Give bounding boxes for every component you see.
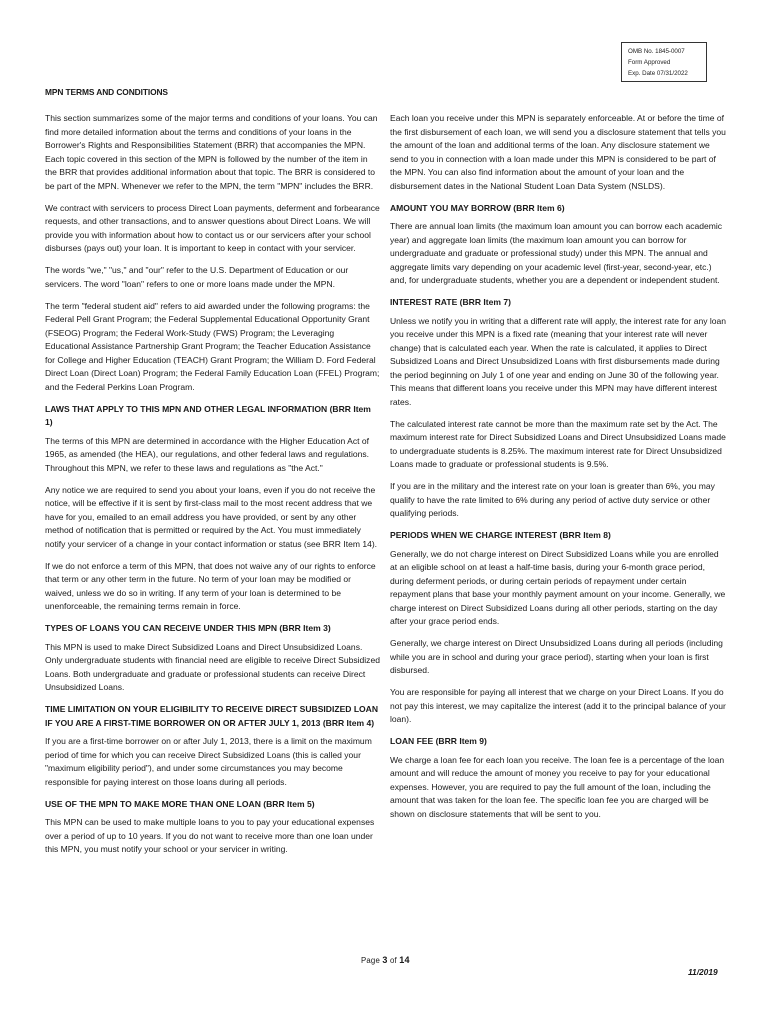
notice-paragraph: Any notice we are required to send you about your loans, even if you do not receive the notice, will be effective if it is sent by first-class mail to the most recent address that we have for you, emailed to an email address you have provided, or sent by any other method of notification that is permitted or required by the Act. You must immediately notify your servicer of a change in your contact information or status (see BRR Item 14). [45,484,378,549]
servicers-paragraph: We contract with servicers to process Direct Loan payments, deferment and forbearance requests, and other transactions, and to answer questions about Direct Loans. We will provide you with information about how to contact us or our servicers after your school disburses (pays out) your loan. It is important to keep in contact with your servicer. [45,202,380,253]
loan-fee-paragraph: We charge a loan fee for each loan you receive. The loan fee is a percentage of the loan amount and will reduce the amount of money you receive to pay for your educational expenses. However, you are required to pay the full amount of the loan, including the amount that was taken for the loan fee. The specific loan fee you are charged will be shown on disclosure statements that will be sent to you. [390,754,725,819]
military-rate-paragraph: If you are in the military and the interest rate on your loan is greater than 6%, you may qualify to have the rate limited to 6% during any period of active duty service or other qualifying periods. [390,481,715,518]
loan-fee-heading: LOAN FEE (BRR Item 9) [390,736,487,746]
time-limitation-heading: TIME LIMITATION ON YOUR ELIGIBILITY TO RECEIVE DIRECT SUBSIDIZED LOAN IF YOU ARE A FIRST-TIME BORROWER ON OR AFTER JULY 1, 2013 (BRR Item 4) [45,704,379,728]
definitions-paragraph: The words "we," "us," and "our" refer to the U.S. Department of Education or our servicers. The word "loan" refers to one or more loans made under the MPN. [45,265,349,289]
laws-heading: LAWS THAT APPLY TO THIS MPN AND OTHER LEGAL INFORMATION (BRR Item 1) [45,403,371,427]
time-limitation-paragraph: If you are a first-time borrower on or after July 1, 2013, there is a limit on the maximum period of time for which you can receive Direct Subsidized Loans (this is called your "maximum eligibility period"), and under some circumstances you may become responsible for paying interest on those loans during all periods. [45,736,372,787]
enforcement-paragraph: If we do not enforce a term of this MPN, that does not waive any of our rights to enforce that term or any other term in the future. No term of your loan may be modified or waived, unless we do so in writing. If any term of your loan is determined to be unenforceable, the remaining terms remain in force. [45,560,376,611]
multiple-loans-heading: USE OF THE MPN TO MAKE MORE THAN ONE LOAN (BRR Item 5) [45,798,315,809]
max-rate-paragraph: The calculated interest rate cannot be more than the maximum rate set by the Act. The maximum interest rate for Direct Subsidized Loans and Direct Unsubsidized Loans made to undergraduate students is 8.25%. The maximum interest rate for Direct Unsubsidized Loans made to graduate or professional students is 9.5%. [390,418,726,469]
omb-number: OMB No. 1845-0007 [628,48,685,55]
intro-paragraph: This section summarizes some of the major terms and conditions of your loans. You can find more detailed information about the terms and conditions of your loans in the Borrower's Rights and Responsibilities Statement (BRR) that accompanies the MPN. Each topic covered in this section of the MPN is followed by the number of the item in the BRR that provides additional information about that topic. The BRR is considered to be part of the MPN. Whenever we refer to the MPN, the term "MPN" includes the BRR. [45,113,378,191]
omb-info-box [621,42,707,82]
page-prefix: Page [361,956,383,965]
loan-types-paragraph: This MPN is used to make Direct Subsidized Loans and Direct Unsubsidized Loans. Only undergraduate students with financial need are eligible to receive Direct Subsidized Loans. Both undergraduate and graduate or professional students can receive Direct Unsubsidized Loans. [45,641,380,692]
page-number [361,955,410,965]
page-of: of [387,956,400,965]
page-title: MPN TERMS AND CONDITIONS [45,87,168,97]
right-column [390,112,727,830]
loan-limits-paragraph: There are annual loan limits (the maximum loan amount you can borrow each academic year) and aggregate loan limits (the maximum loan amount you can borrow for undergraduate and graduate or professional study) under this MPN. The annual and aggregate limits vary depending on your academic level (first-year, second-year, etc.) and, for undergraduate students, whether you are a dependent or independent student. [390,221,723,285]
form-approved-label: Form Approved [628,59,671,66]
subsidized-interest-paragraph: Generally, we do not charge interest on Direct Subsidized Loans while you are enrolled at an eligible school on at least a half-time basis, during your 6-month grace period, during deferment periods, or during certain periods of repayment under certain repayment plans that base your monthly payment amount on your income. Generally, we charge interest on Direct Subsidized Loans during all other periods, starting on the day after your grace period ends. [390,548,726,626]
capitalize-paragraph: You are responsible for paying all interest that we charge on your Direct Loans. If you do not pay this interest, we may capitalize the interest (add it to the principal balance of your loan). [390,687,726,724]
laws-paragraph: The terms of this MPN are determined in accordance with the Higher Education Act of 1965, as amended (the HEA), our regulations, and other federal laws and regulations. Throughout this MPN, we refer to these laws and regulations as "the Act." [45,435,370,473]
left-column [45,112,380,865]
total-pages: 14 [399,955,410,965]
loan-types-heading: TYPES OF LOANS YOU CAN RECEIVE UNDER THIS MPN (BRR Item 3) [45,623,331,633]
federal-aid-paragraph: The term "federal student aid" refers to aid awarded under the following programs: the Federal Pell Grant Program; the Federal Supplemental Educational Opportunity Grant (FSEOG) Program; the Federal Work-Study (FWS) Program; the Leveraging Educational Assistance Partnership Grant Program; the Teacher Education Assistance for College and Higher Education (TEACH) Grant Program; the William D. Ford Federal Direct Loan (Direct Loan) Program; the Federal Family Education Loan (FFEL) Program; and the Federal Perkins Loan Program. [45,300,380,392]
interest-periods-heading: PERIODS WHEN WE CHARGE INTEREST (BRR Item 8) [390,530,611,540]
multiple-loans-paragraph: This MPN can be used to make multiple loans to you to pay your educational expenses over a period of up to 10 years. If you do not want to receive more than one loan under this MPN, you must notify your school or your servicer in writing. [45,817,375,854]
revision-date: 11/2019 [688,967,718,977]
current-page: 3 [382,955,388,965]
expiration-date: Exp. Date 07/31/2022 [628,70,688,77]
enforceable-paragraph: Each loan you receive under this MPN is separately enforceable. At or before the time of the first disbursement of each loan, we will send you a disclosure statement that tells you the amount of the loan and additional terms of the loan. Any disclosure statement we send to you in connection with a loan made under this MPN is considered to be part of the MPN. You can also find information about the amount of your loan and the disbursement dates in the National Student Loan Data System (NSLDS). [390,113,726,191]
amount-heading: AMOUNT YOU MAY BORROW (BRR Item 6) [390,202,565,213]
unsubsidized-interest-paragraph: Generally, we charge interest on Direct Unsubsidized Loans during all periods (including while you are in school and during your grace period), starting when your loan is first disbursed. [390,638,723,675]
interest-rate-heading: INTEREST RATE (BRR Item 7) [390,297,511,307]
fixed-rate-paragraph: Unless we notify you in writing that a different rate will apply, the interest rate for any loan you receive under this MPN is a fixed rate (meaning that your interest rate will never change) that is calculated each year. When the rate is calculated, it applies to Direct Subsidized Loans and Direct Unsubsidized Loans with first disbursements made during the period beginning on July 1 of one year and ending on June 30 of the following year. This means that different loans you receive under this MPN may have different interest rates. [390,315,727,407]
